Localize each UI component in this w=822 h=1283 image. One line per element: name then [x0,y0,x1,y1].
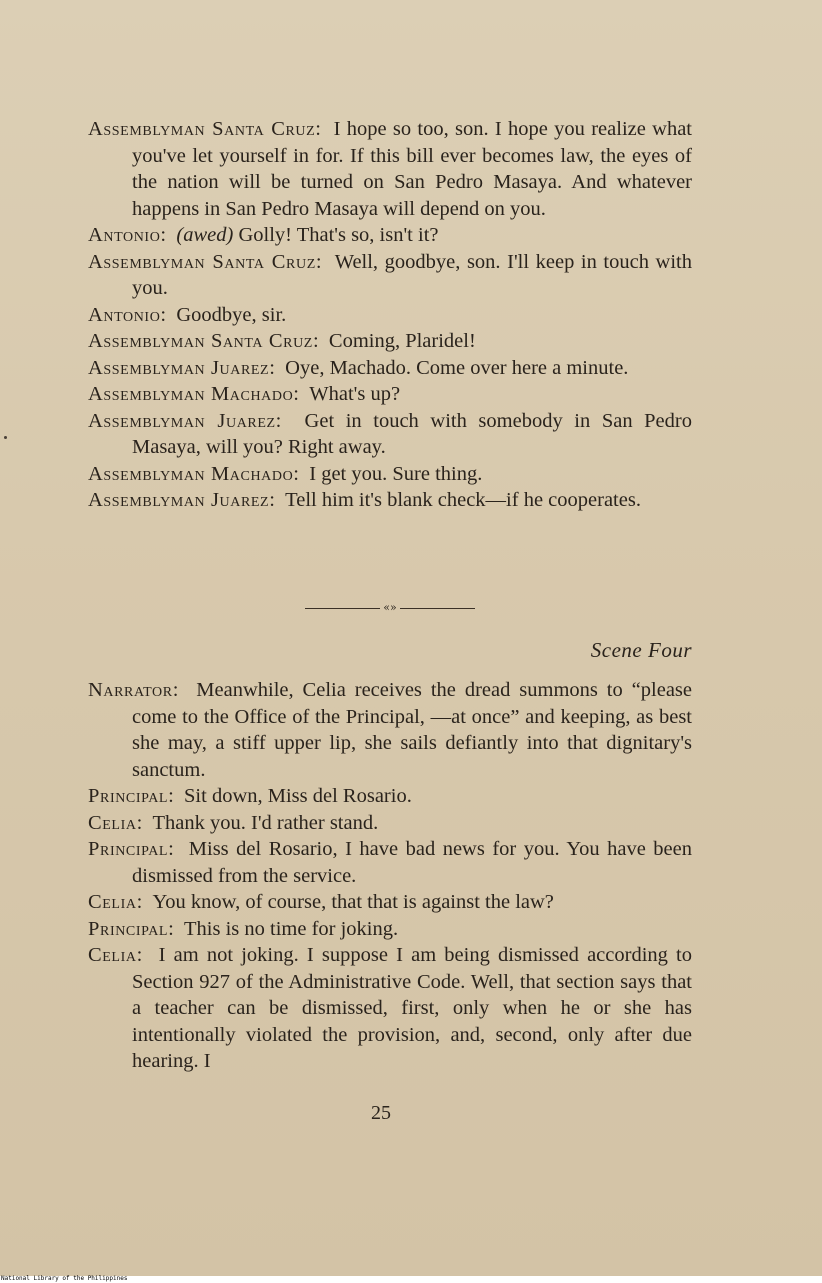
dialogue-text: Goodbye, sir. [176,303,287,326]
divider-rule-right [400,608,475,609]
dialogue-text: What's up? [309,383,401,405]
speaker-name: Celia [88,811,137,834]
divider-rule-left [305,608,380,609]
dialogue-text: I am not joking. I suppose I am being dismissed according to Section 927 of the Administrative Code. Well, that section says that a teacher can be dismissed, first, only when he or she has intentionally violated the provision, and, second, only after due hearing. I [132,944,692,1072]
speaker-name: Assemblyman Santa Cruz [88,250,316,273]
dialogue-text: Tell him it's blank check—if he cooperates. [285,489,641,511]
dialogue-text: Well, goodbye, son. I'll keep in touch with you. [132,250,693,299]
speaker-name: Principal [88,917,169,940]
dialogue-text: Miss del Rosario, I have bad news for you. You have been dismissed from the service. [132,838,692,887]
dialogue-line: Celia: I am not joking. I suppose I am being dismissed according to Section 927 of the Administrative Code. Well, that section says that a teacher can be dismissed, first, only when he or she has intentionally violated the provision, and, second, only after due hearing. I [88,944,692,1072]
paper-speck [4,436,7,439]
dialogue-line: Assemblyman Machado: I get you. Sure thing. [88,462,483,485]
dialogue-line: Assemblyman Santa Cruz: Well, goodbye, son. I'll keep in touch with you. [88,250,693,299]
speaker-name: Assemblyman Machado [88,383,294,405]
dialogue-text: Meanwhile, Celia receives the dread summons to “please come to the Office of the Principal, —at once” and keeping, as best she may, a stiff upper lip, she sails defiantly into that dignitary's sanctum. [132,679,693,781]
dialogue-text: I hope so too, son. I hope you realize what you've let yourself in for. If this bill ever becomes law, the eyes of the nation will be turned on San Pedro Masaya. And whatever happens in San Pedro Masaya will depend on you. [132,118,692,220]
dialogue-line: Celia: Thank you. I'd rather stand. [88,811,379,834]
dialogue-text: Golly! That's so, isn't it? [238,224,439,246]
speaker-name: Principal [88,838,169,860]
dialogue-text: Coming, Plaridel! [328,330,476,352]
dialogue-line: Principal: Sit down, Miss del Rosario. [88,785,412,807]
scene-three-dialogue [88,116,692,514]
dialogue-text: You know, of course, that that is against the law? [152,891,554,913]
dialogue-line: Assemblyman Juarez: Tell him it's blank check—if he cooperates. [88,489,641,511]
library-credit: National Library of the Philippines [1,1275,128,1282]
speaker-name: Assemblyman Juarez [88,489,270,511]
dialogue-text: Get in touch with somebody in San Pedro Masaya, will you? Right away. [132,409,692,458]
dialogue-text: Oye, Machado. Come over here a minute. [285,356,629,379]
scene-four-dialogue [88,677,692,1075]
divider-ornament: «» [383,601,397,614]
scene-heading: Scene Four [590,638,692,662]
speaker-name: Assemblyman Santa Cruz [88,330,313,352]
stage-direction: (awed) [176,224,234,246]
section-divider [305,603,475,613]
speaker-name: Assemblyman Juarez [88,409,276,432]
dialogue-line: Assemblyman Juarez: Oye, Machado. Come over here a minute. [88,356,629,379]
dialogue-line: Principal: Miss del Rosario, I have bad news for you. You have been dismissed from the service. [88,838,692,887]
speaker-name: Assemblyman Juarez [88,356,270,379]
speaker-name: Antonio [88,303,161,326]
dialogue-line: Principal: This is no time for joking. [88,917,399,940]
dialogue-text: I get you. Sure thing. [309,462,483,485]
dialogue-line: Narrator: Meanwhile, Celia receives the dread summons to “please come to the Office of the Principal, —at once” and keeping, as best she may, a stiff upper lip, she sails defiantly into that dignitary's sanctum. [88,679,693,781]
dialogue-text: Thank you. I'd rather stand. [152,811,379,834]
speaker-name: Celia [88,944,137,966]
speaker-name: Narrator [88,679,173,701]
speaker-name: Antonio [88,224,161,246]
dialogue-text: Sit down, Miss del Rosario. [184,785,412,807]
dialogue-line: Celia: You know, of course, that that is against the law? [88,891,554,913]
speaker-name: Celia [88,891,137,913]
page-number: 25 [371,1102,391,1124]
speaker-name: Principal [88,785,169,807]
speaker-name: Assemblyman Machado [88,462,294,485]
dialogue-text: This is no time for joking. [184,917,399,940]
dialogue-line: Assemblyman Juarez: Get in touch with somebody in San Pedro Masaya, will you? Right away. [88,409,692,458]
speaker-name: Assemblyman Santa Cruz [88,118,316,140]
dialogue-line: Assemblyman Santa Cruz: I hope so too, son. I hope you realize what you've let yourself in for. If this bill ever becomes law, the eyes of the nation will be turned on San Pedro Masaya. And whatever happens in San Pedro Masaya will depend on you. [88,118,692,220]
dialogue-line: Assemblyman Machado: What's up? [88,383,401,405]
dialogue-line: Assemblyman Santa Cruz: Coming, Plaridel! [88,330,476,352]
dialogue-line: Antonio: Goodbye, sir. [88,303,287,326]
dialogue-line: Antonio: (awed) Golly! That's so, isn't it? [88,224,439,246]
